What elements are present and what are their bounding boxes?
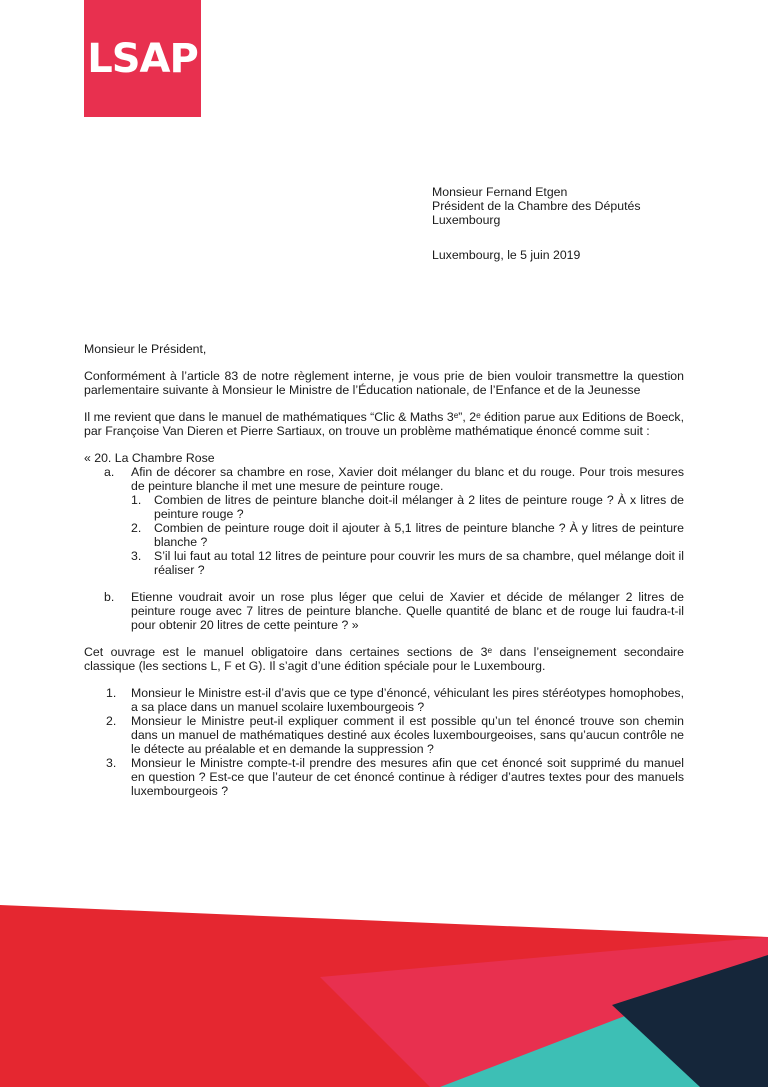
footer-decoration [0, 895, 768, 1087]
list-marker: 3. [131, 549, 142, 563]
textbook-note: Cet ouvrage est le manuel obligatoire dans certaines sections de 3ᵉ dans l’enseignement secondaire classique (les sections L, F et G). Il s’agit d’une édition spéciale pour le Luxembourg. [84, 645, 684, 673]
lsap-logo: LSAP [84, 0, 201, 117]
letter-body [84, 342, 684, 798]
letter-date: Luxembourg, le 5 juin 2019 [432, 248, 581, 262]
sub-question [131, 549, 684, 577]
list-marker: 3. [106, 756, 117, 770]
recipient-address [432, 185, 732, 227]
problem-title: « 20. La Chambre Rose [84, 451, 215, 465]
sub-question [131, 493, 684, 521]
problem-part-b [104, 590, 684, 632]
list-marker: 1. [106, 686, 117, 700]
question-text: Monsieur le Ministre peut-il expliquer comment il est possible qu’un tel énoncé trouve son chemin dans un manuel de mathématiques destiné aux écoles luxembourgeoises, sans qu’aucun contrôle ne le détecte au préalable et en demande la suppression ? [131, 714, 684, 756]
question-item [84, 686, 684, 714]
problem-part-b-text: Etienne voudrait avoir un rose plus léger que celui de Xavier et décide de mélanger 2 litres de peinture rouge avec 7 litres de peinture blanche. Quelle quantité de blanc et de rouge lui faudra-t-il pour obtenir 20 litres de cette peinture ? » [131, 590, 684, 632]
recipient-title: Président de la Chambre des Députés [432, 199, 641, 213]
problem-part-a [104, 465, 684, 493]
question-text: Monsieur le Ministre est-il d’avis que ce type d’énoncé, véhiculant les pires stéréotypes homophobes, a sa place dans un manuel scolaire luxembourgeois ? [131, 686, 684, 714]
list-marker: 2. [131, 521, 142, 535]
problem-part-a-text: Afin de décorer sa chambre en rose, Xavier doit mélanger du blanc et du rouge. Pour trois mesures de peinture blanche il met une mesure de peinture rouge. [131, 465, 684, 493]
sub-question-text: Combien de peinture rouge doit il ajouter à 5,1 litres de peinture blanche ? À y litres de peinture blanche ? [154, 521, 684, 549]
question-item [84, 756, 684, 798]
salutation: Monsieur le Président, [84, 342, 207, 356]
list-marker: 2. [106, 714, 117, 728]
sub-question-text: S’il lui faut au total 12 litres de peinture pour couvrir les murs de sa chambre, quel mélange doit il réaliser ? [154, 549, 684, 577]
sub-question-text: Combien de litres de peinture blanche doit-il mélanger à 2 lites de peinture rouge ? À x litres de peinture rouge ? [154, 493, 684, 521]
context-paragraph: Il me revient que dans le manuel de mathématiques “Clic & Maths 3ᵉ”, 2ᵉ édition parue aux Editions de Boeck, par Françoise Van Dieren et Pierre Sartiaux, on trouve un problème mathématique énoncé comme suit : [84, 410, 684, 438]
list-marker: 1. [131, 493, 142, 507]
intro-paragraph: Conformément à l’article 83 de notre règlement interne, je vous prie de bien vouloir transmettre la question parlementaire suivante à Monsieur le Ministre de l’Éducation nationale, de l’Enfance et de la Jeunesse [84, 369, 684, 397]
recipient-name: Monsieur Fernand Etgen [432, 185, 568, 199]
sub-question [131, 521, 684, 549]
recipient-city: Luxembourg [432, 213, 501, 227]
parliamentary-questions [84, 686, 684, 798]
question-text: Monsieur le Ministre compte-t-il prendre des mesures afin que cet énoncé soit supprimé du manuel en question ? Est-ce que l’auteur de cet énoncé continue à rédiger d’autres textes pour des manuels luxembourgeois ? [131, 756, 684, 798]
list-marker: a. [104, 465, 115, 479]
list-marker: b. [104, 590, 115, 604]
question-item [84, 714, 684, 756]
